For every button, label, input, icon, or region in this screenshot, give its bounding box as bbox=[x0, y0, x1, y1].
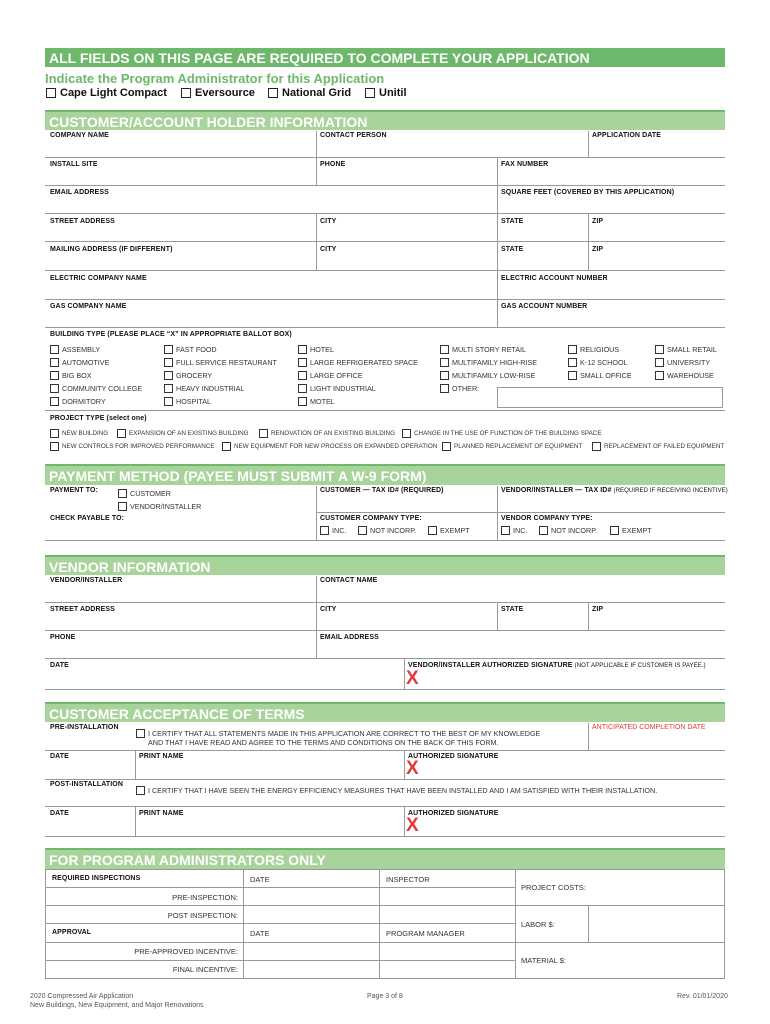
footer-revision: Rev. 01/01/2020 bbox=[677, 993, 728, 1000]
divider bbox=[45, 942, 725, 943]
building-type-label: HOSPITAL bbox=[176, 397, 212, 406]
checkbox[interactable] bbox=[440, 358, 449, 367]
approval-label: APPROVAL bbox=[52, 929, 92, 936]
zip2-label: ZIP bbox=[592, 246, 604, 253]
building-type-option[interactable] bbox=[655, 371, 714, 380]
divider bbox=[316, 603, 317, 630]
building-type-label: K-12 SCHOOL bbox=[580, 358, 628, 367]
divider bbox=[588, 603, 589, 630]
building-type-option[interactable] bbox=[164, 345, 217, 354]
divider bbox=[497, 158, 498, 185]
payee-customer-option[interactable] bbox=[118, 489, 171, 498]
divider bbox=[135, 807, 136, 836]
customer-tax-label: CUSTOMER — TAX ID# (REQUIRED) bbox=[320, 487, 444, 494]
acceptance-section-header bbox=[45, 702, 725, 722]
pa-option-unitil[interactable] bbox=[365, 87, 407, 99]
state2-label: STATE bbox=[501, 246, 524, 253]
divider bbox=[45, 157, 725, 158]
project-type-option[interactable] bbox=[402, 429, 602, 438]
divider bbox=[45, 185, 725, 186]
building-type-label: RELIGIOUS bbox=[580, 345, 620, 354]
building-type-label: ASSEMBLY bbox=[62, 345, 101, 354]
page-banner-title: ALL FIELDS ON THIS PAGE ARE REQUIRED TO COMPLETE YOUR APPLICATION bbox=[49, 50, 590, 66]
divider bbox=[316, 512, 725, 513]
required-inspections-label: REQUIRED INSPECTIONS bbox=[52, 875, 141, 882]
vendor-installer-label: VENDOR/INSTALLER bbox=[50, 577, 123, 584]
pre-certify-line-2: AND THAT I HAVE READ AND AGREE TO THE TERMS AND CONDITIONS ON THE BACK OF THIS FORM. bbox=[148, 738, 499, 747]
divider bbox=[515, 869, 516, 979]
post-certify-text: I CERTIFY THAT I HAVE SEEN THE ENERGY EFFICIENCY MEASURES THAT HAVE BEEN INSTALLED AND I AM SATISFIED WITH THEIR INSTALLATION. bbox=[148, 786, 658, 795]
checkbox[interactable] bbox=[136, 786, 145, 795]
building-type-option[interactable] bbox=[655, 345, 717, 354]
divider bbox=[497, 186, 498, 213]
page-banner bbox=[45, 48, 725, 67]
divider bbox=[316, 631, 317, 658]
footer-line-1: 2020 Compressed Air Application bbox=[30, 993, 134, 1000]
vendor-zip-label: ZIP bbox=[592, 606, 604, 613]
building-type-label: FAST FOOD bbox=[176, 345, 217, 354]
divider bbox=[404, 751, 405, 779]
checkbox[interactable] bbox=[358, 526, 367, 535]
vendor-company-type-label: VENDOR COMPANY TYPE: bbox=[501, 515, 593, 522]
post-certify-option[interactable] bbox=[136, 786, 657, 795]
checkbox[interactable] bbox=[298, 397, 307, 406]
install-site-label: INSTALL SITE bbox=[50, 161, 98, 168]
divider bbox=[45, 905, 725, 906]
building-type-label: MOTEL bbox=[310, 397, 335, 406]
building-type-label: BUILDING TYPE (PLEASE PLACE “X” IN APPROPRIATE BALLOT BOX) bbox=[50, 331, 292, 338]
divider bbox=[45, 540, 725, 541]
divider bbox=[45, 602, 725, 603]
project-type-option[interactable] bbox=[117, 429, 249, 438]
option-label: CUSTOMER bbox=[130, 489, 171, 498]
divider bbox=[45, 806, 725, 807]
checkbox[interactable] bbox=[136, 729, 145, 738]
pre-certify-option[interactable] bbox=[136, 729, 540, 747]
checkbox[interactable] bbox=[50, 442, 59, 451]
checkbox[interactable] bbox=[259, 429, 268, 438]
divider bbox=[243, 869, 244, 979]
checkbox[interactable] bbox=[442, 442, 451, 451]
checkbox[interactable] bbox=[117, 429, 126, 438]
divider bbox=[497, 214, 498, 241]
vendor-signature-label bbox=[408, 662, 706, 669]
building-type-label: UNIVERSITY bbox=[667, 358, 711, 367]
project-type-option[interactable] bbox=[442, 442, 582, 451]
divider bbox=[497, 300, 498, 327]
vendor-tax-note: (REQUIRED IF RECEIVING INCENTIVE) bbox=[613, 488, 728, 494]
divider bbox=[404, 659, 405, 689]
divider bbox=[135, 751, 136, 779]
checkbox[interactable] bbox=[50, 371, 59, 380]
divider bbox=[45, 750, 588, 751]
divider bbox=[316, 576, 317, 602]
vendor-street-label: STREET ADDRESS bbox=[50, 606, 115, 613]
vendor-tax-text: VENDOR/INSTALLER — TAX ID# bbox=[501, 487, 612, 494]
customer-section-header bbox=[45, 110, 725, 130]
pre-install-label: PRE-INSTALLATION bbox=[50, 724, 119, 731]
divider bbox=[45, 630, 725, 631]
checkbox[interactable] bbox=[610, 526, 619, 535]
inspector-label: INSPECTOR bbox=[386, 875, 430, 884]
checkbox[interactable] bbox=[298, 371, 307, 380]
vendor-date-label: DATE bbox=[50, 662, 69, 669]
checkbox[interactable] bbox=[402, 429, 411, 438]
pa-option-label: National Grid bbox=[282, 87, 352, 99]
divider bbox=[45, 923, 515, 924]
building-type-option[interactable] bbox=[298, 345, 334, 354]
vendor-type-exempt[interactable] bbox=[610, 526, 652, 535]
zip-label: ZIP bbox=[592, 218, 604, 225]
building-type-option[interactable] bbox=[440, 358, 537, 367]
pre-date-label: DATE bbox=[50, 753, 69, 760]
pa-option-label: Cape Light Compact bbox=[60, 87, 167, 99]
checkbox[interactable] bbox=[222, 442, 231, 451]
project-type-label: CHANGE IN THE USE OF FUNCTION OF THE BUILDING SPACE bbox=[414, 430, 602, 437]
application-date-label: APPLICATION DATE bbox=[592, 132, 662, 139]
checkbox[interactable] bbox=[50, 384, 59, 393]
admin-table bbox=[45, 869, 725, 979]
vendor-signature-note: (NOT APPLICABLE IF CUSTOMER IS PAYEE.) bbox=[574, 663, 706, 669]
post-install-label: POST-INSTALLATION bbox=[50, 781, 123, 788]
divider bbox=[45, 410, 725, 411]
building-type-option[interactable] bbox=[164, 397, 211, 406]
vendor-section-header bbox=[45, 555, 725, 575]
signature-x-mark: X bbox=[406, 668, 419, 689]
divider bbox=[316, 486, 317, 512]
divider bbox=[588, 242, 589, 270]
building-type-option[interactable] bbox=[440, 384, 479, 393]
sqft-label: SQUARE FEET (COVERED BY THIS APPLICATION) bbox=[501, 189, 675, 196]
project-type-label: EXPANSION OF AN EXISTING BUILDING bbox=[129, 430, 249, 437]
building-type-option[interactable] bbox=[164, 358, 277, 367]
checkbox[interactable] bbox=[118, 502, 127, 511]
program-admin-heading: Indicate the Program Administrator for this Application bbox=[45, 71, 385, 86]
checkbox[interactable] bbox=[568, 345, 577, 354]
section-title: CUSTOMER/ACCOUNT HOLDER INFORMATION bbox=[49, 114, 368, 130]
divider bbox=[45, 327, 725, 328]
divider bbox=[45, 887, 515, 888]
building-type-option[interactable] bbox=[568, 358, 628, 367]
option-label: EXEMPT bbox=[440, 526, 470, 535]
payment-to-label: PAYMENT TO: bbox=[50, 487, 99, 494]
project-type-option[interactable] bbox=[259, 429, 395, 438]
customer-type-inc[interactable] bbox=[320, 526, 346, 535]
divider bbox=[45, 689, 725, 690]
checkbox[interactable] bbox=[298, 358, 307, 367]
project-type-label: PROJECT TYPE (select one) bbox=[50, 415, 147, 422]
checkbox[interactable] bbox=[440, 345, 449, 354]
checkbox[interactable] bbox=[365, 88, 375, 98]
divider bbox=[45, 658, 725, 659]
section-title: VENDOR INFORMATION bbox=[49, 559, 211, 575]
phone-label: PHONE bbox=[320, 161, 346, 168]
payment-section-header bbox=[45, 464, 725, 485]
divider bbox=[588, 214, 589, 241]
program-manager-label: PROGRAM MANAGER bbox=[386, 929, 465, 938]
state-label: STATE bbox=[501, 218, 524, 225]
divider bbox=[497, 486, 498, 540]
pa-option-eversource[interactable] bbox=[181, 87, 255, 99]
post-auth-sig-label: AUTHORIZED SIGNATURE bbox=[408, 810, 499, 817]
material-label: MATERIAL $: bbox=[521, 956, 567, 965]
building-type-option[interactable] bbox=[568, 371, 632, 380]
divider bbox=[588, 723, 589, 750]
building-type-option[interactable] bbox=[50, 371, 92, 380]
checkbox[interactable] bbox=[268, 88, 278, 98]
building-type-label: DORMITORY bbox=[62, 397, 106, 406]
pre-print-name-label: PRINT NAME bbox=[139, 753, 184, 760]
checkbox[interactable] bbox=[501, 526, 510, 535]
checkbox[interactable] bbox=[592, 442, 601, 451]
divider bbox=[45, 270, 725, 271]
mailing-label: MAILING ADDRESS (IF DIFFERENT) bbox=[50, 246, 173, 253]
building-type-label: FULL SERVICE RESTAURANT bbox=[176, 358, 277, 367]
checkbox[interactable] bbox=[655, 371, 664, 380]
building-type-option[interactable] bbox=[440, 371, 535, 380]
pre-certify-line-1: I CERTIFY THAT ALL STATEMENTS MADE IN THIS APPLICATION ARE CORRECT TO THE BEST OF MY KNOWLEDGE bbox=[148, 729, 541, 738]
checkbox[interactable] bbox=[164, 371, 173, 380]
pre-auth-sig-label: AUTHORIZED SIGNATURE bbox=[408, 753, 499, 760]
checkbox[interactable] bbox=[118, 489, 127, 498]
project-type-label: PLANNED REPLACEMENT OF EQUIPMENT bbox=[454, 443, 583, 450]
pre-inspection-label: PRE-INSPECTION: bbox=[172, 893, 238, 902]
customer-type-not-incorp[interactable] bbox=[358, 526, 416, 535]
option-label: NOT INCORP. bbox=[551, 526, 598, 535]
divider bbox=[379, 869, 380, 979]
checkbox[interactable] bbox=[181, 88, 191, 98]
building-type-label: MULTIFAMILY LOW-RISE bbox=[452, 371, 536, 380]
divider bbox=[45, 960, 515, 961]
building-type-label: GROCERY bbox=[176, 371, 213, 380]
divider bbox=[45, 299, 725, 300]
divider bbox=[45, 213, 725, 214]
vendor-state-label: STATE bbox=[501, 606, 524, 613]
divider bbox=[404, 807, 405, 836]
divider bbox=[45, 779, 725, 780]
checkbox[interactable] bbox=[298, 345, 307, 354]
building-type-label: HOTEL bbox=[310, 345, 334, 354]
checkbox[interactable] bbox=[655, 358, 664, 367]
checkbox[interactable] bbox=[539, 526, 548, 535]
divider bbox=[497, 271, 498, 299]
project-type-option[interactable] bbox=[592, 442, 724, 451]
project-type-option[interactable] bbox=[222, 442, 437, 451]
building-type-label: LARGE OFFICE bbox=[310, 371, 363, 380]
building-type-option[interactable] bbox=[50, 397, 106, 406]
section-title: PAYMENT METHOD (PAYEE MUST SUBMIT A W-9 FORM) bbox=[49, 468, 427, 484]
building-type-option[interactable] bbox=[298, 371, 363, 380]
post-signature-x-mark: X bbox=[406, 815, 419, 836]
checkbox[interactable] bbox=[428, 526, 437, 535]
building-type-label: SMALL OFFICE bbox=[580, 371, 632, 380]
checkbox[interactable] bbox=[50, 345, 59, 354]
divider bbox=[588, 131, 589, 157]
divider bbox=[497, 242, 498, 270]
checkbox[interactable] bbox=[655, 345, 664, 354]
vendor-phone-label: PHONE bbox=[50, 634, 76, 641]
building-type-option[interactable] bbox=[298, 384, 376, 393]
check-payable-label: CHECK PAYABLE TO: bbox=[50, 515, 125, 522]
project-type-label: RENOVATION OF AN EXISTING BUILDING bbox=[271, 430, 395, 437]
building-type-option[interactable] bbox=[298, 358, 418, 367]
contact-name-label: CONTACT NAME bbox=[320, 577, 378, 584]
electric-account-label: ELECTRIC ACCOUNT NUMBER bbox=[501, 275, 608, 282]
pa-option-cape-light[interactable] bbox=[46, 87, 167, 99]
project-type-option[interactable] bbox=[50, 429, 108, 438]
contact-person-label: CONTACT PERSON bbox=[320, 132, 387, 139]
checkbox[interactable] bbox=[164, 397, 173, 406]
other-building-input[interactable] bbox=[497, 387, 723, 408]
anticipated-completion-label: ANTICIPATED COMPLETION DATE bbox=[592, 724, 706, 731]
project-type-option[interactable] bbox=[50, 442, 215, 451]
pre-signature-x-mark: X bbox=[406, 758, 419, 779]
checkbox[interactable] bbox=[164, 345, 173, 354]
divider bbox=[45, 836, 725, 837]
vendor-type-not-incorp[interactable] bbox=[539, 526, 597, 535]
project-type-label: NEW EQUIPMENT FOR NEW PROCESS OR EXPANDED OPERATION bbox=[234, 443, 438, 450]
electric-company-label: ELECTRIC COMPANY NAME bbox=[50, 275, 147, 282]
building-type-label: MULTI STORY RETAIL bbox=[452, 345, 527, 354]
option-label: EXEMPT bbox=[622, 526, 652, 535]
checkbox[interactable] bbox=[50, 397, 59, 406]
building-type-label: LARGE REFRIGERATED SPACE bbox=[310, 358, 418, 367]
checkbox[interactable] bbox=[298, 384, 307, 393]
city-label: CITY bbox=[320, 218, 337, 225]
building-type-label: LIGHT INDUSTRIAL bbox=[310, 384, 376, 393]
building-type-label: WAREHOUSE bbox=[667, 371, 714, 380]
project-type-label: NEW BUILDING bbox=[62, 430, 109, 437]
divider bbox=[316, 512, 317, 540]
divider bbox=[316, 242, 317, 270]
checkbox[interactable] bbox=[568, 358, 577, 367]
pa-option-national-grid[interactable] bbox=[268, 87, 351, 99]
project-costs-label: PROJECT COSTS: bbox=[521, 883, 586, 892]
checkbox[interactable] bbox=[164, 384, 173, 393]
checkbox[interactable] bbox=[568, 371, 577, 380]
option-label: NOT INCORP. bbox=[370, 526, 417, 535]
divider bbox=[588, 905, 589, 942]
pre-certify-text bbox=[148, 729, 540, 747]
building-type-label: COMMUNITY COLLEGE bbox=[62, 384, 143, 393]
section-title: CUSTOMER ACCEPTANCE OF TERMS bbox=[49, 706, 305, 722]
post-inspection-label: POST INSPECTION: bbox=[167, 911, 238, 920]
building-type-option[interactable] bbox=[568, 345, 619, 354]
street-label: STREET ADDRESS bbox=[50, 218, 115, 225]
building-type-label: MULTIFAMILY HIGH-RISE bbox=[452, 358, 538, 367]
project-type-label: REPLACEMENT OF FAILED EQUIPMENT bbox=[604, 443, 725, 450]
checkbox[interactable] bbox=[46, 88, 56, 98]
building-type-option[interactable] bbox=[298, 397, 335, 406]
labor-label: LABOR $: bbox=[521, 920, 555, 929]
payee-vendor-option[interactable] bbox=[118, 502, 201, 511]
pa-option-label: Eversource bbox=[195, 87, 255, 99]
building-type-option[interactable] bbox=[50, 358, 109, 367]
building-type-label: OTHER: bbox=[452, 384, 480, 393]
building-type-option[interactable] bbox=[164, 384, 244, 393]
project-type-label: NEW CONTROLS FOR IMPROVED PERFORMANCE bbox=[62, 443, 215, 450]
footer-page-number: Page 3 of 8 bbox=[367, 993, 403, 1000]
building-type-option[interactable] bbox=[440, 345, 526, 354]
checkbox[interactable] bbox=[50, 358, 59, 367]
divider bbox=[45, 241, 725, 242]
admin-section-header bbox=[45, 848, 725, 869]
checkbox[interactable] bbox=[440, 371, 449, 380]
pa-option-label: Unitil bbox=[379, 87, 407, 99]
post-date-label: DATE bbox=[50, 810, 69, 817]
post-print-name-label: PRINT NAME bbox=[139, 810, 184, 817]
building-type-label: HEAVY INDUSTRIAL bbox=[176, 384, 245, 393]
building-type-option[interactable] bbox=[164, 371, 212, 380]
company-name-label: COMPANY NAME bbox=[50, 132, 109, 139]
approval-date-label: DATE bbox=[250, 929, 270, 938]
section-title: FOR PROGRAM ADMINISTRATORS ONLY bbox=[49, 852, 326, 868]
fax-label: FAX NUMBER bbox=[501, 161, 549, 168]
final-incentive-label: FINAL INCENTIVE: bbox=[172, 965, 238, 974]
checkbox[interactable] bbox=[440, 384, 449, 393]
gas-account-label: GAS ACCOUNT NUMBER bbox=[501, 303, 588, 310]
checkbox[interactable] bbox=[164, 358, 173, 367]
customer-type-exempt[interactable] bbox=[428, 526, 470, 535]
divider bbox=[588, 750, 725, 751]
footer-line-2: New Buildings, New Equipment, and Major Renovations bbox=[30, 1002, 204, 1009]
vendor-email-label: EMAIL ADDRESS bbox=[320, 634, 379, 641]
checkbox[interactable] bbox=[320, 526, 329, 535]
admin-date-label: DATE bbox=[250, 875, 270, 884]
gas-company-label: GAS COMPANY NAME bbox=[50, 303, 127, 310]
building-type-option[interactable] bbox=[50, 384, 142, 393]
pre-approved-label: PRE-APPROVED INCENTIVE: bbox=[134, 947, 238, 956]
email-label: EMAIL ADDRESS bbox=[50, 189, 109, 196]
vendor-type-inc[interactable] bbox=[501, 526, 527, 535]
building-type-label: SMALL RETAIL bbox=[667, 345, 717, 354]
vendor-signature-text: VENDOR/INSTALLER AUTHORIZED SIGNATURE bbox=[408, 662, 573, 669]
option-label: VENDOR/INSTALLER bbox=[130, 502, 202, 511]
building-type-label: BIG BOX bbox=[62, 371, 92, 380]
checkbox[interactable] bbox=[50, 429, 59, 438]
customer-company-type-label: CUSTOMER COMPANY TYPE: bbox=[320, 515, 422, 522]
option-label: INC. bbox=[513, 526, 528, 535]
vendor-city-label: CITY bbox=[320, 606, 337, 613]
building-type-label: AUTOMOTIVE bbox=[62, 358, 110, 367]
vendor-tax-label bbox=[501, 487, 728, 494]
divider bbox=[316, 131, 317, 157]
building-type-option[interactable] bbox=[655, 358, 710, 367]
option-label: INC. bbox=[332, 526, 347, 535]
city2-label: CITY bbox=[320, 246, 337, 253]
divider bbox=[316, 214, 317, 241]
divider bbox=[497, 603, 498, 630]
building-type-option[interactable] bbox=[50, 345, 100, 354]
divider bbox=[316, 158, 317, 185]
